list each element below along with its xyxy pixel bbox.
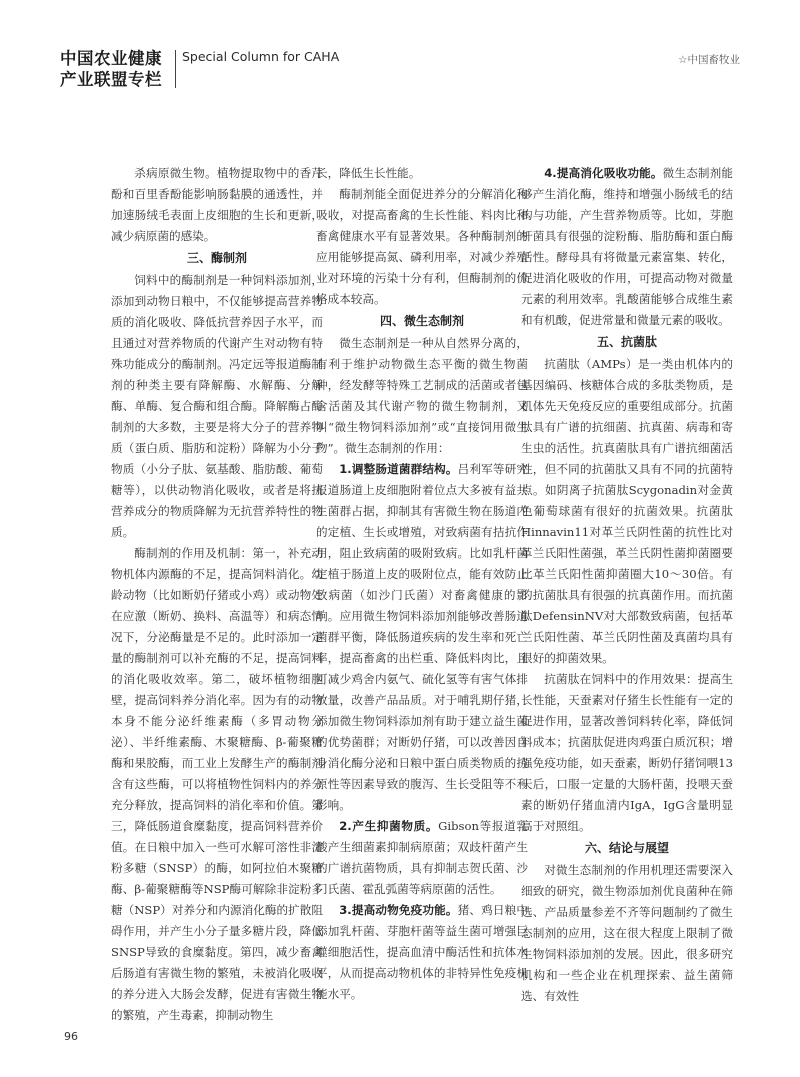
paragraph: 抗菌肽在饲料中的作用效果：提高生长性能，天蚕素对仔猪生长性能有一定的促进作用，显著改善饲料转化率，降低饲料成本；抗菌肽促进肉鸡蛋白质沉积；增强免疫功能，如天蚕素，断奶仔猪饲喂13天后，口服一定量的大肠杆菌，投喂天蚕素的断奶仔猪血清内IgA，IgG含量明显高于对照组。 bbox=[521, 672, 733, 833]
column-title-en: Special Column for CAHA bbox=[182, 49, 340, 64]
column-title bbox=[60, 48, 162, 90]
paragraph-body: 猪、鸡日粮中添加乳杆菌、芽胞杆菌等益生菌可增强巨噬细胞活性，提高血清中酶活性和抗体水平，从而提高动物机体的非特异性免疫机能水平。 bbox=[316, 903, 528, 1001]
header-divider bbox=[175, 50, 176, 88]
paragraph: 长，降低生长性能。 bbox=[316, 166, 421, 180]
column-title-line1: 中国农业健康 bbox=[60, 49, 162, 68]
section-heading-enzyme: 三、酶制剂 bbox=[186, 251, 247, 265]
text-column-2 bbox=[316, 163, 528, 1035]
paragraph: 杀病原微生物。植物提取物中的香芹酚和百里香酚能影响肠黏膜的通透性，并加速肠绒毛表面上皮细胞的生长和更新，减少病原菌的感染。 bbox=[111, 166, 323, 243]
text-column-1 bbox=[111, 163, 323, 1035]
column-title-line2: 产业联盟专栏 bbox=[60, 70, 162, 89]
page-number: 96 bbox=[64, 1030, 78, 1043]
paragraph bbox=[316, 459, 528, 816]
paragraph bbox=[316, 900, 528, 1005]
subheading: 4.提高消化吸收功能。 bbox=[544, 166, 663, 180]
paragraph bbox=[316, 816, 528, 900]
subheading: 2.产生抑菌物质。 bbox=[339, 819, 439, 833]
paragraph-body: 微生态制剂能够产生消化酶，维持和增强小肠绒毛的结构与功能，产生营养物质等。比如，芽胞杆菌具有很强的淀粉酶、脂肪酶和蛋白酶活性。酵母具有将微量元素富集、转化，促进消化吸收的作用，可提高动物对微量元素的利用效率。乳酸菌能够合成维生素和有机酸，促进常量和微量元素的吸收。 bbox=[521, 166, 733, 327]
paragraph: 酶制剂能全面促进养分的分解消化和吸收，对提高畜禽的生长性能、料肉比和畜禽健康水平有显著效果。各种酶制剂的应用能够提高氮、磷利用率，对减少养殖业对环境的污染十分有利，但酶制剂的价格成本较高。 bbox=[316, 187, 528, 306]
paragraph: 酶制剂的作用及机制：第一，补充动物机体内源酶的不足，提高饲料消化。幼龄动物（比如断奶仔猪或小鸡）或动物处在应激（断奶、换料、高温等）和病态情况下，分泌酶量是不足的。此时添加一定量的酶制剂可以补充酶的不足，提高饲料的消化吸收效率。第二，破坏植物细胞壁，提高饲料养分消化率。因为有的动物本身不能分泌纤维素酶（多胃动物分泌）、半纤维素酶、木聚糖酶、β-葡聚糖酶和果胶酶，而工业上发酵生产的酶制剂含有这些酶，可以将植物性饲料内的养分充分释放，提高饲料的消化率和价值。第三，降低肠道食糜黏度，提高饲料营养价值。在日粮中加入一些可水解可溶性非淀粉多糖（SNSP）的酶，如阿拉伯木聚糖酶、β-葡聚糖酶等NSP酶可解除非淀粉多糖（NSP）对养分和内源消化酶的扩散阻碍作用，并产生小分子量多糖片段，降低SNSP导致的食糜黏度。第四，减少畜禽后肠道有害微生物的繁殖，未被消化吸收的养分进入大肠会发酵，促进有害微生物的繁殖，产生毒素，抑制动物生 bbox=[111, 546, 323, 1022]
section-heading-amp: 五、抗菌肽 bbox=[596, 335, 657, 349]
paragraph: 饲料中的酶制剂是一种饲料添加剂，添加到动物日粮中，不仅能够提高营养物质的消化吸收、降低抗营养因子水平，而且通过对营养物质的代谢产生对动物有特殊功能成分的酶制剂。冯定远等报道酶制剂的种类主要有降解酶、水解酶、分解酶、单酶、复合酶和组合酶。降解酶占酶制剂的大多数，主要是将大分子的营养物质（蛋白质、脂肪和淀粉）降解为小分子物质（小分子肽、氨基酸、脂肪酸、葡萄糖等），以供动物消化吸收，或者是将抗营养成分的物质降解为无抗营养特性的物质。 bbox=[111, 273, 323, 539]
paragraph: 抗菌肽（AMPs）是一类由机体内的基因编码、核糖体合成的多肽类物质，是机体先天免疫反应的重要组成部分。抗菌肽具有广谱的抗细菌、抗真菌、病毒和寄生虫的活性。抗真菌肽具有广谱抗细菌活性，但不同的抗菌肽又具有不同的抗菌特点。如阴离子抗菌肽Scygonadin对金黄色葡萄球菌有很好的抗菌效果。抗菌肽Hinnavin11对革兰氏阴性菌的抗性比对革兰氏阳性菌强，革兰氏阴性菌抑菌圈要比革兰氏阳性菌抑菌圈大10～30倍。有的抗菌肽具有很强的抗真菌作用。而抗菌肽DefensinNV对大部数致病菌，包括革兰氏阳性菌、革兰氏阴性菌及真菌均具有很好的抑菌效果。 bbox=[521, 357, 733, 665]
paragraph: 微生态制剂是一种从自然界分离的，有利于维护动物微生态平衡的微生物菌种，经发酵等特殊工艺制成的活菌或者包含活菌及其代谢产物的微生物制剂，又叫“微生物饲料添加剂”或“直接饲用微生物”。微生态制剂的作用： bbox=[316, 336, 528, 455]
section-heading-conclusion: 六、结论与展望 bbox=[584, 841, 669, 855]
text-column-3 bbox=[521, 163, 733, 1035]
paragraph bbox=[521, 163, 733, 331]
paragraph-body: 吕利军等研究报道肠道上皮细胞附着位点大多被有益共生菌群占据，抑制其有害微生物在肠道内的定植、生长或增殖，对致病菌有拮抗作用，阻止致病菌的吸附致病。比如乳杆菌定植于肠道上皮的吸附位点，能有效防止致病菌（如沙门氏菌）对畜禽健康的影响。应用微生物饲料添加剂能够改善肠道菌群平衡，降低肠道疾病的发生率和死亡率，提高畜禽的出栏重、降低料肉比，且可减少鸡舍内氨气、硫化氢等有害气体排放量，改善产品品质。对于哺乳期仔猪，添加微生物饲料添加剂有助于建立益生菌的优势菌群；对断奶仔猪，可以改善因自身消化酶分泌和日粮中蛋白质类物质的抗原性等因素导致的腹泻、生长受阻等不利影响。 bbox=[316, 462, 528, 812]
subheading: 1.调整肠道菌群结构。 bbox=[339, 462, 458, 476]
paragraph-body: Gibson等报道乳酸产生细菌素抑制病原菌；双歧杆菌产生的广谱抗菌物质，具有抑制志贺氏菌、沙门氏菌、霍乱弧菌等病原菌的活性。 bbox=[316, 819, 528, 896]
section-heading-probiotic: 四、微生态制剂 bbox=[379, 314, 464, 328]
publication-name: ☆中国畜牧业 bbox=[678, 54, 740, 66]
paragraph: 对微生态制剂的作用机理还需要深入细致的研究，微生物添加剂优良菌种在筛选、产品质量参差不齐等问题制约了微生态制剂的应用，这在很大程度上限制了微生物饲料添加剂的发展。因此，很多研究机构和一些企业在机理探索、益生菌筛选、有效性 bbox=[521, 863, 733, 1003]
subheading: 3.提高动物免疫功能。 bbox=[339, 903, 458, 917]
